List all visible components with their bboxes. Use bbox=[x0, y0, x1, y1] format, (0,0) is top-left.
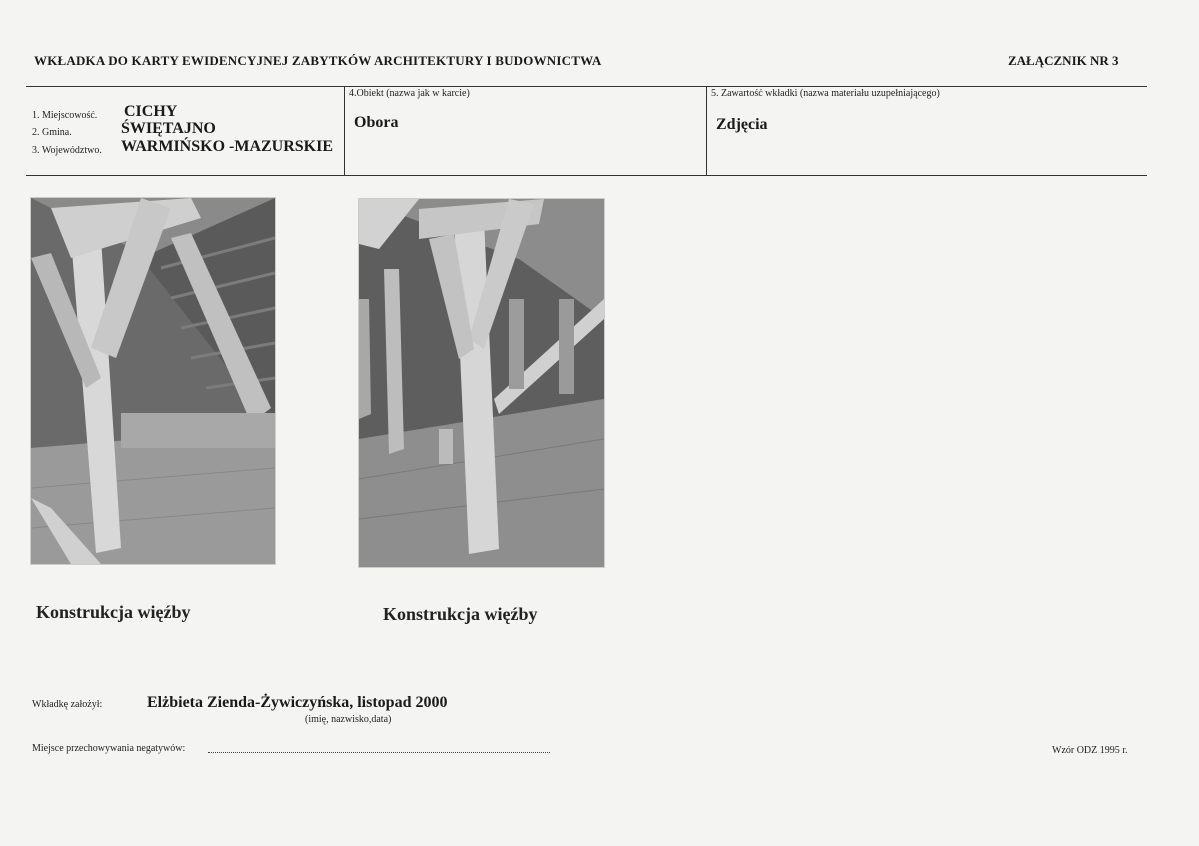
author-label: Wkładkę założył: bbox=[32, 699, 103, 710]
photo-roof-truss-2 bbox=[358, 198, 605, 568]
author-hint: (imię, nazwisko,data) bbox=[305, 714, 392, 725]
contents-value: Zdjęcia bbox=[716, 116, 768, 133]
locality-label: 1. Miejscowość. bbox=[32, 110, 98, 121]
voivodeship-label: 3. Województwo. bbox=[32, 145, 102, 156]
photo-roof-truss-1 bbox=[30, 197, 276, 565]
table-divider-2 bbox=[706, 86, 707, 175]
table-top-border bbox=[26, 86, 1147, 87]
commune-label: 2. Gmina. bbox=[32, 127, 72, 138]
photo-caption-1: Konstrukcja więźby bbox=[36, 602, 191, 622]
contents-label: 5. Zawartość wkładki (nazwa materiału uzupełniającego) bbox=[711, 88, 940, 99]
object-label: 4.Obiekt (nazwa jak w karcie) bbox=[349, 88, 470, 99]
table-bottom-border bbox=[26, 175, 1147, 176]
form-title: WKŁADKA DO KARTY EWIDENCYJNEJ ZABYTKÓW ARCHITEKTURY I BUDOWNICTWA bbox=[34, 53, 602, 68]
table-divider-1 bbox=[344, 86, 345, 175]
photo-caption-2: Konstrukcja więźby bbox=[383, 604, 538, 624]
form-version: Wzór ODZ 1995 r. bbox=[1052, 745, 1128, 756]
storage-label: Miejsce przechowywania negatywów: bbox=[32, 743, 186, 754]
annex-number: ZAŁĄCZNIK NR 3 bbox=[1008, 53, 1119, 68]
voivodeship-value: WARMIŃSKO -MAZURSKIE bbox=[121, 138, 334, 155]
locality-value: CICHY bbox=[124, 103, 178, 120]
object-value: Obora bbox=[354, 114, 399, 131]
commune-value: ŚWIĘTAJNO bbox=[121, 120, 216, 137]
author-value: Elżbieta Zienda-Żywiczyńska, listopad 2000 bbox=[147, 694, 448, 711]
storage-dotted-line bbox=[208, 751, 550, 753]
